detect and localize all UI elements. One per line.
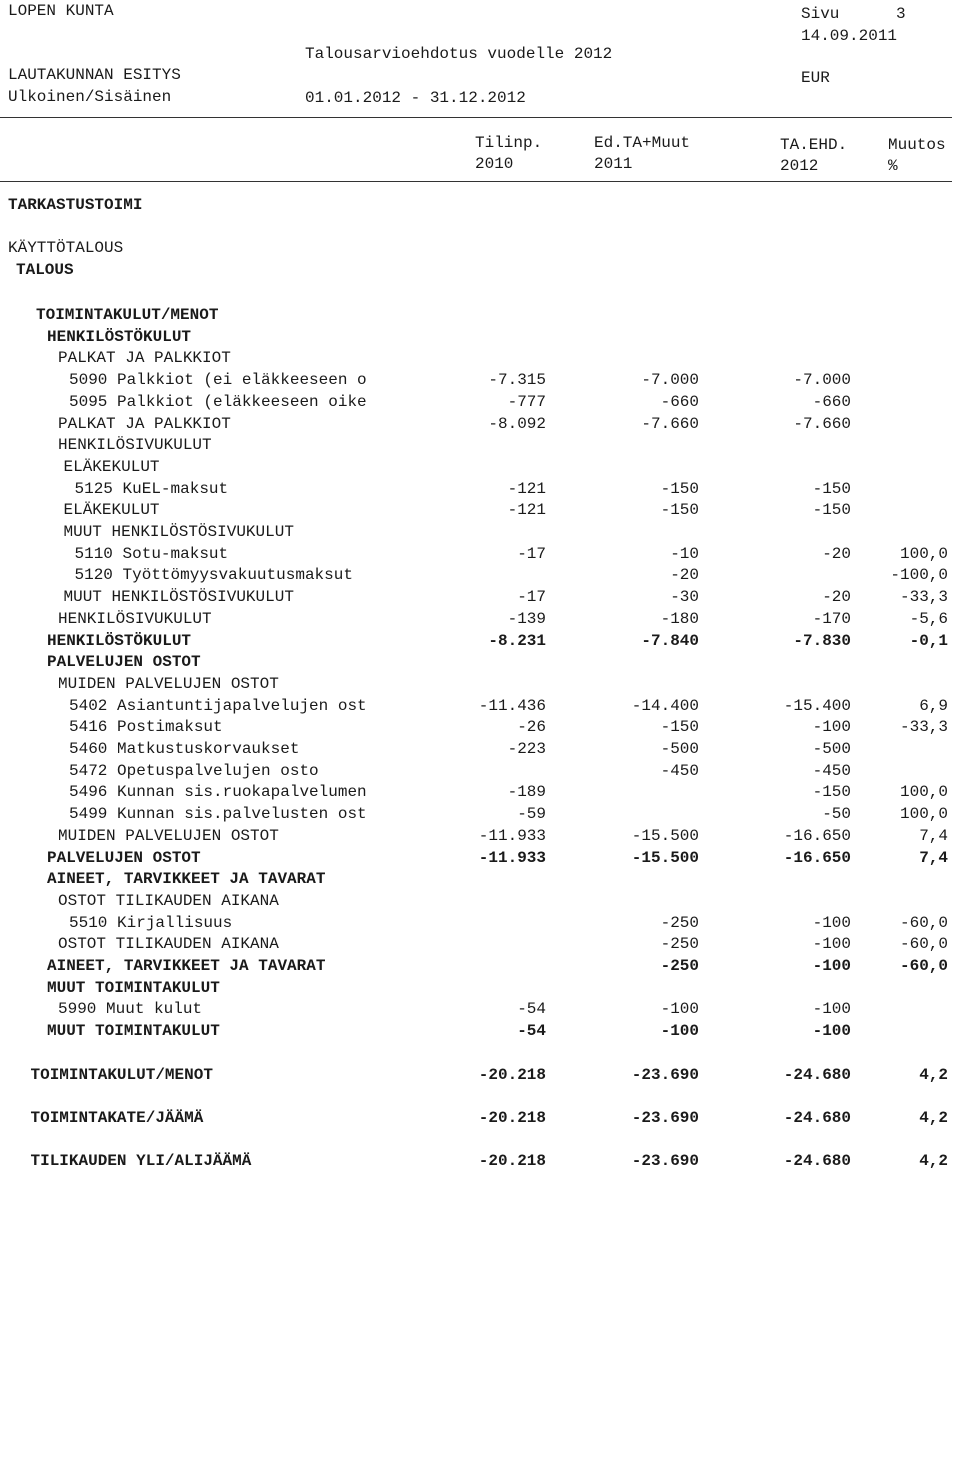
tilinp-2010-value: -189	[507, 783, 546, 802]
table-row	[0, 999, 960, 1019]
edta-2011-value: -500	[660, 740, 699, 758]
col-edta-line1: Ed.TA+Muut	[594, 134, 691, 152]
row-label: 5120 Työttömyysvakuutusmaksut	[74, 566, 353, 585]
tilinp-2010-value: -11.436	[478, 696, 546, 715]
row-label: HENKILÖSIVUKULUT	[58, 436, 212, 455]
table-row	[0, 1065, 960, 1085]
muutos-percent-value: -60,0	[899, 957, 948, 975]
taehd-2012-value: -150	[812, 501, 851, 520]
tilinp-2010-value: -59	[517, 805, 546, 824]
muutos-percent-value: 100,0	[899, 544, 948, 563]
edta-2011-value: -450	[660, 761, 699, 780]
row-label: 5125 KuEL-maksut	[74, 479, 229, 498]
table-row	[0, 414, 960, 434]
taehd-2012-value: -20	[822, 544, 851, 563]
taehd-2012-value: -100	[812, 1022, 851, 1041]
taehd-2012-value: -500	[812, 740, 851, 758]
table-row	[0, 631, 960, 651]
taehd-2012-value: -660	[812, 392, 851, 411]
edta-2011-value: -180	[660, 609, 699, 628]
table-row	[0, 544, 960, 564]
period: 01.01.2012 - 31.12.2012	[305, 89, 526, 107]
table-row	[0, 327, 960, 347]
table-row	[0, 609, 960, 629]
tilinp-2010-value: -17	[517, 544, 546, 563]
category-heading: KÄYTTÖTALOUS	[8, 239, 124, 257]
tilinp-2010-value: -121	[507, 479, 546, 498]
muutos-percent-value: 7,4	[919, 826, 948, 845]
table-row	[0, 500, 960, 520]
table-row	[0, 457, 960, 477]
unit-heading: TALOUS	[16, 261, 74, 279]
tilinp-2010-value: -223	[507, 740, 546, 758]
edta-2011-value: -150	[660, 501, 699, 520]
row-label: OSTOT TILIKAUDEN AIKANA	[58, 891, 279, 910]
taehd-2012-value: -24.680	[783, 1108, 851, 1127]
table-row	[0, 522, 960, 542]
row-label: AINEET, TARVIKKEET JA TAVARAT	[47, 870, 326, 889]
tilinp-2010-value: -26	[517, 718, 546, 737]
table-row	[0, 479, 960, 499]
col-tilinp-line1: Tilinp.	[475, 134, 543, 152]
muutos-percent-value: -60,0	[899, 935, 948, 954]
muutos-percent-value: 4,2	[919, 1065, 948, 1084]
row-label: 5090 Palkkiot (ei eläkkeeseen o	[69, 371, 367, 390]
muutos-percent-value: 4,2	[919, 1108, 948, 1127]
row-label: 5460 Matkustuskorvaukset	[69, 740, 300, 758]
proposal-type: LAUTAKUNNAN ESITYS	[8, 66, 181, 84]
row-label: MUIDEN PALVELUJEN OSTOT	[58, 826, 279, 845]
table-row	[0, 717, 960, 737]
taehd-2012-value: -100	[812, 935, 851, 954]
row-label: 5416 Postimaksut	[69, 718, 223, 737]
row-label: 5110 Sotu-maksut	[74, 544, 229, 563]
row-label: TOIMINTAKULUT/MENOT	[36, 306, 219, 324]
row-label: 5472 Opetuspalvelujen osto	[69, 761, 319, 780]
row-label: AINEET, TARVIKKEET JA TAVARAT	[47, 957, 326, 975]
table-row	[0, 782, 960, 802]
taehd-2012-value: -24.680	[783, 1152, 851, 1171]
scope: Ulkoinen/Sisäinen	[8, 88, 172, 106]
table-row	[0, 956, 960, 976]
row-label: 5499 Kunnan sis.palvelusten ost	[69, 805, 367, 824]
table-row	[0, 934, 960, 954]
taehd-2012-value: -100	[812, 1000, 851, 1019]
tilinp-2010-value: -17	[517, 588, 546, 607]
edta-2011-value: -250	[660, 913, 699, 932]
taehd-2012-value: -24.680	[783, 1065, 851, 1084]
table-row	[0, 761, 960, 781]
table-row	[0, 392, 960, 412]
edta-2011-value: -23.690	[631, 1108, 699, 1127]
row-label: OSTOT TILIKAUDEN AIKANA	[58, 935, 279, 954]
table-row	[0, 1021, 960, 1041]
table-row	[0, 674, 960, 694]
edta-2011-value: -15.500	[631, 826, 699, 845]
tilinp-2010-value: -54	[517, 1000, 546, 1019]
row-label: HENKILÖSTÖKULUT	[47, 631, 192, 650]
muutos-percent-value: -33,3	[899, 588, 948, 607]
page-number: 3	[896, 5, 906, 23]
table-row	[0, 587, 960, 607]
row-label: TILIKAUDEN YLI/ALIJÄÄMÄ	[30, 1152, 252, 1171]
muutos-percent-value: -60,0	[899, 913, 948, 932]
tilinp-2010-value: -7.315	[488, 371, 546, 390]
taehd-2012-value: -16.650	[783, 826, 851, 845]
edta-2011-value: -14.400	[631, 696, 699, 715]
table-row	[0, 565, 960, 585]
tilinp-2010-value: -777	[507, 392, 546, 411]
taehd-2012-value: -16.650	[783, 848, 851, 867]
table-row	[0, 978, 960, 998]
muutos-percent-value: -5,6	[909, 609, 948, 628]
muutos-percent-value: -0,1	[909, 631, 948, 650]
table-row	[0, 848, 960, 868]
taehd-2012-value: -100	[812, 957, 851, 975]
taehd-2012-value: -15.400	[783, 696, 851, 715]
tilinp-2010-value: -20.218	[478, 1108, 546, 1127]
table-row	[0, 696, 960, 716]
edta-2011-value: -10	[670, 544, 699, 563]
row-label: MUUT TOIMINTAKULUT	[47, 978, 220, 997]
tilinp-2010-value: -11.933	[478, 826, 546, 845]
edta-2011-value: -23.690	[631, 1152, 699, 1171]
table-row	[0, 1108, 960, 1128]
taehd-2012-value: -100	[812, 913, 851, 932]
table-row	[0, 739, 960, 759]
table-row	[0, 804, 960, 824]
edta-2011-value: -250	[660, 935, 699, 954]
table-row	[0, 891, 960, 911]
row-label: 5510 Kirjallisuus	[69, 913, 233, 932]
muutos-percent-value: -33,3	[899, 718, 948, 737]
edta-2011-value: -7.660	[641, 414, 699, 433]
document-date: 14.09.2011	[801, 27, 898, 45]
row-label: 5402 Asiantuntijapalvelujen ost	[69, 696, 367, 715]
muutos-percent-value: 6,9	[919, 696, 948, 715]
muutos-percent-value: 100,0	[899, 805, 948, 824]
edta-2011-value: -30	[670, 588, 699, 607]
edta-2011-value: -7.000	[641, 371, 699, 390]
edta-2011-value: -100	[660, 1022, 699, 1041]
col-tilinp-line2: 2010	[475, 155, 514, 173]
row-label: MUUT TOIMINTAKULUT	[47, 1022, 220, 1041]
table-row	[0, 652, 960, 672]
edta-2011-value: -7.840	[641, 631, 699, 650]
row-label: MUIDEN PALVELUJEN OSTOT	[58, 674, 279, 693]
col-taehd-line2: 2012	[780, 157, 819, 175]
table-row	[0, 869, 960, 889]
page-label: Sivu	[801, 5, 840, 23]
row-label: MUUT HENKILÖSTÖSIVUKULUT	[63, 523, 294, 541]
municipality-name: LOPEN KUNTA	[8, 2, 114, 20]
edta-2011-value: -150	[660, 718, 699, 737]
row-label: PALKAT JA PALKKIOT	[58, 349, 231, 368]
taehd-2012-value: -50	[822, 805, 851, 824]
muutos-percent-value: 4,2	[919, 1152, 948, 1171]
row-label: TOIMINTAKATE/JÄÄMÄ	[30, 1108, 204, 1127]
table-row	[0, 435, 960, 455]
taehd-2012-value: -150	[812, 479, 851, 498]
tilinp-2010-value: -20.218	[478, 1065, 546, 1084]
tilinp-2010-value: -20.218	[478, 1152, 546, 1171]
taehd-2012-value: -7.000	[793, 371, 851, 390]
taehd-2012-value: -20	[822, 588, 851, 607]
tilinp-2010-value: -121	[507, 501, 546, 520]
department-heading: TARKASTUSTOIMI	[8, 196, 143, 214]
document-title: Talousarvioehdotus vuodelle 2012	[305, 45, 613, 63]
row-label: 5496 Kunnan sis.ruokapalvelumen	[69, 783, 367, 802]
row-label: 5095 Palkkiot (eläkkeeseen oike	[69, 392, 367, 411]
col-muutos-line2: %	[888, 157, 898, 175]
col-taehd-line1: TA.EHD.	[780, 136, 848, 154]
row-label: 5990 Muut kulut	[58, 1000, 203, 1019]
table-row	[0, 1151, 960, 1171]
taehd-2012-value: -7.830	[793, 631, 851, 650]
tilinp-2010-value: -54	[517, 1022, 546, 1041]
currency: EUR	[801, 69, 830, 87]
row-label: TOIMINTAKULUT/MENOT	[30, 1065, 213, 1084]
row-label: PALVELUJEN OSTOT	[47, 653, 201, 672]
col-muutos-line1: Muutos	[888, 136, 946, 154]
muutos-percent-value: 100,0	[899, 783, 948, 802]
tilinp-2010-value: -8.231	[488, 631, 546, 650]
taehd-2012-value: -150	[812, 783, 851, 802]
row-label: HENKILÖSIVUKULUT	[58, 609, 212, 628]
row-label: PALVELUJEN OSTOT	[47, 848, 201, 867]
table-row	[0, 305, 960, 325]
edta-2011-value: -150	[660, 479, 699, 498]
taehd-2012-value: -450	[812, 761, 851, 780]
edta-2011-value: -250	[660, 957, 699, 975]
col-edta-line2: 2011	[594, 155, 633, 173]
muutos-percent-value: 7,4	[919, 848, 948, 867]
tilinp-2010-value: -11.933	[478, 848, 546, 867]
row-label: HENKILÖSTÖKULUT	[47, 327, 192, 346]
taehd-2012-value: -7.660	[793, 414, 851, 433]
edta-2011-value: -100	[660, 1000, 699, 1019]
table-row	[0, 826, 960, 846]
table-row	[0, 348, 960, 368]
tilinp-2010-value: -8.092	[488, 414, 546, 433]
taehd-2012-value: -170	[812, 609, 851, 628]
muutos-percent-value: -100,0	[890, 566, 948, 585]
edta-2011-value: -660	[660, 392, 699, 411]
edta-2011-value: -23.690	[631, 1065, 699, 1084]
row-label: ELÄKEKULUT	[63, 457, 160, 476]
tilinp-2010-value: -139	[507, 609, 546, 628]
table-row	[0, 913, 960, 933]
edta-2011-value: -15.500	[631, 848, 699, 867]
row-label: PALKAT JA PALKKIOT	[58, 414, 231, 433]
edta-2011-value: -20	[670, 566, 699, 585]
row-label: ELÄKEKULUT	[63, 501, 160, 520]
row-label: MUUT HENKILÖSTÖSIVUKULUT	[63, 588, 294, 607]
table-row	[0, 370, 960, 390]
taehd-2012-value: -100	[812, 718, 851, 737]
